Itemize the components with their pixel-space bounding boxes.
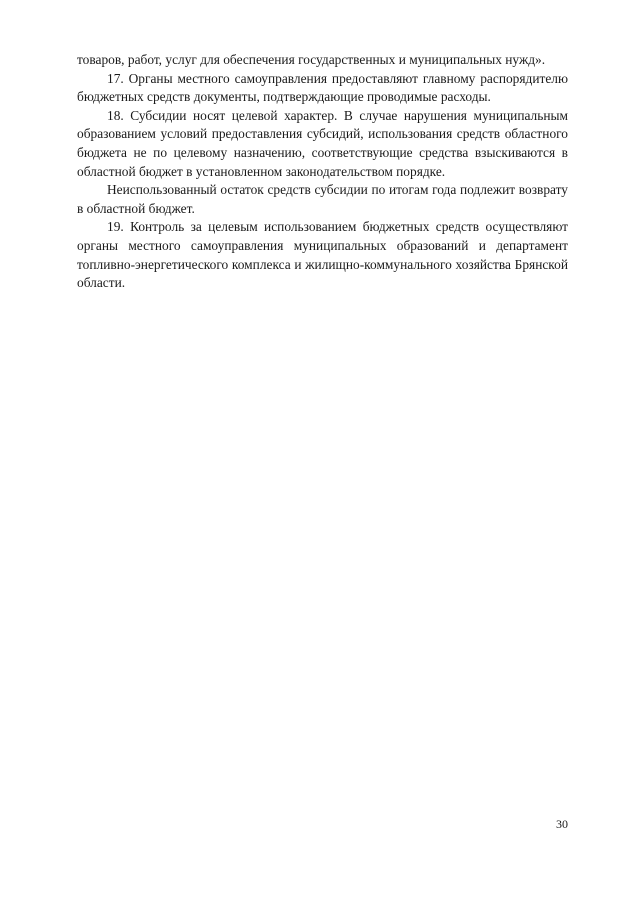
paragraph-continuation: товаров, работ, услуг для обеспечения государственных и муниципальных нужд». — [77, 52, 546, 67]
page-number: 30 — [556, 817, 568, 831]
paragraph-17: 17. Органы местного самоуправления предоставляют главному распорядителю бюджетных средств документы, подтверждающие проводимые расходы. — [77, 70, 568, 105]
paragraph-unused-balance: Неиспользованный остаток средств субсидии по итогам года подлежит возврату в областной бюджет. — [77, 182, 568, 216]
document-body — [77, 51, 568, 293]
paragraph-18: 18. Субсидии носят целевой характер. В случае нарушения муниципальным образованием условий предоставления субсидий, использования средств областного бюджета не по целевому назначению, соответствующие средства взыскиваются в областной бюджет в установленном законодательством порядке. — [77, 107, 568, 179]
paragraph-19: 19. Контроль за целевым использованием бюджетных средств осуществляют органы местного самоуправления муниципальных образований и департамент топливно-энергетического комплекса и жилищно-коммунального хозяйства Брянской области. — [77, 219, 568, 291]
